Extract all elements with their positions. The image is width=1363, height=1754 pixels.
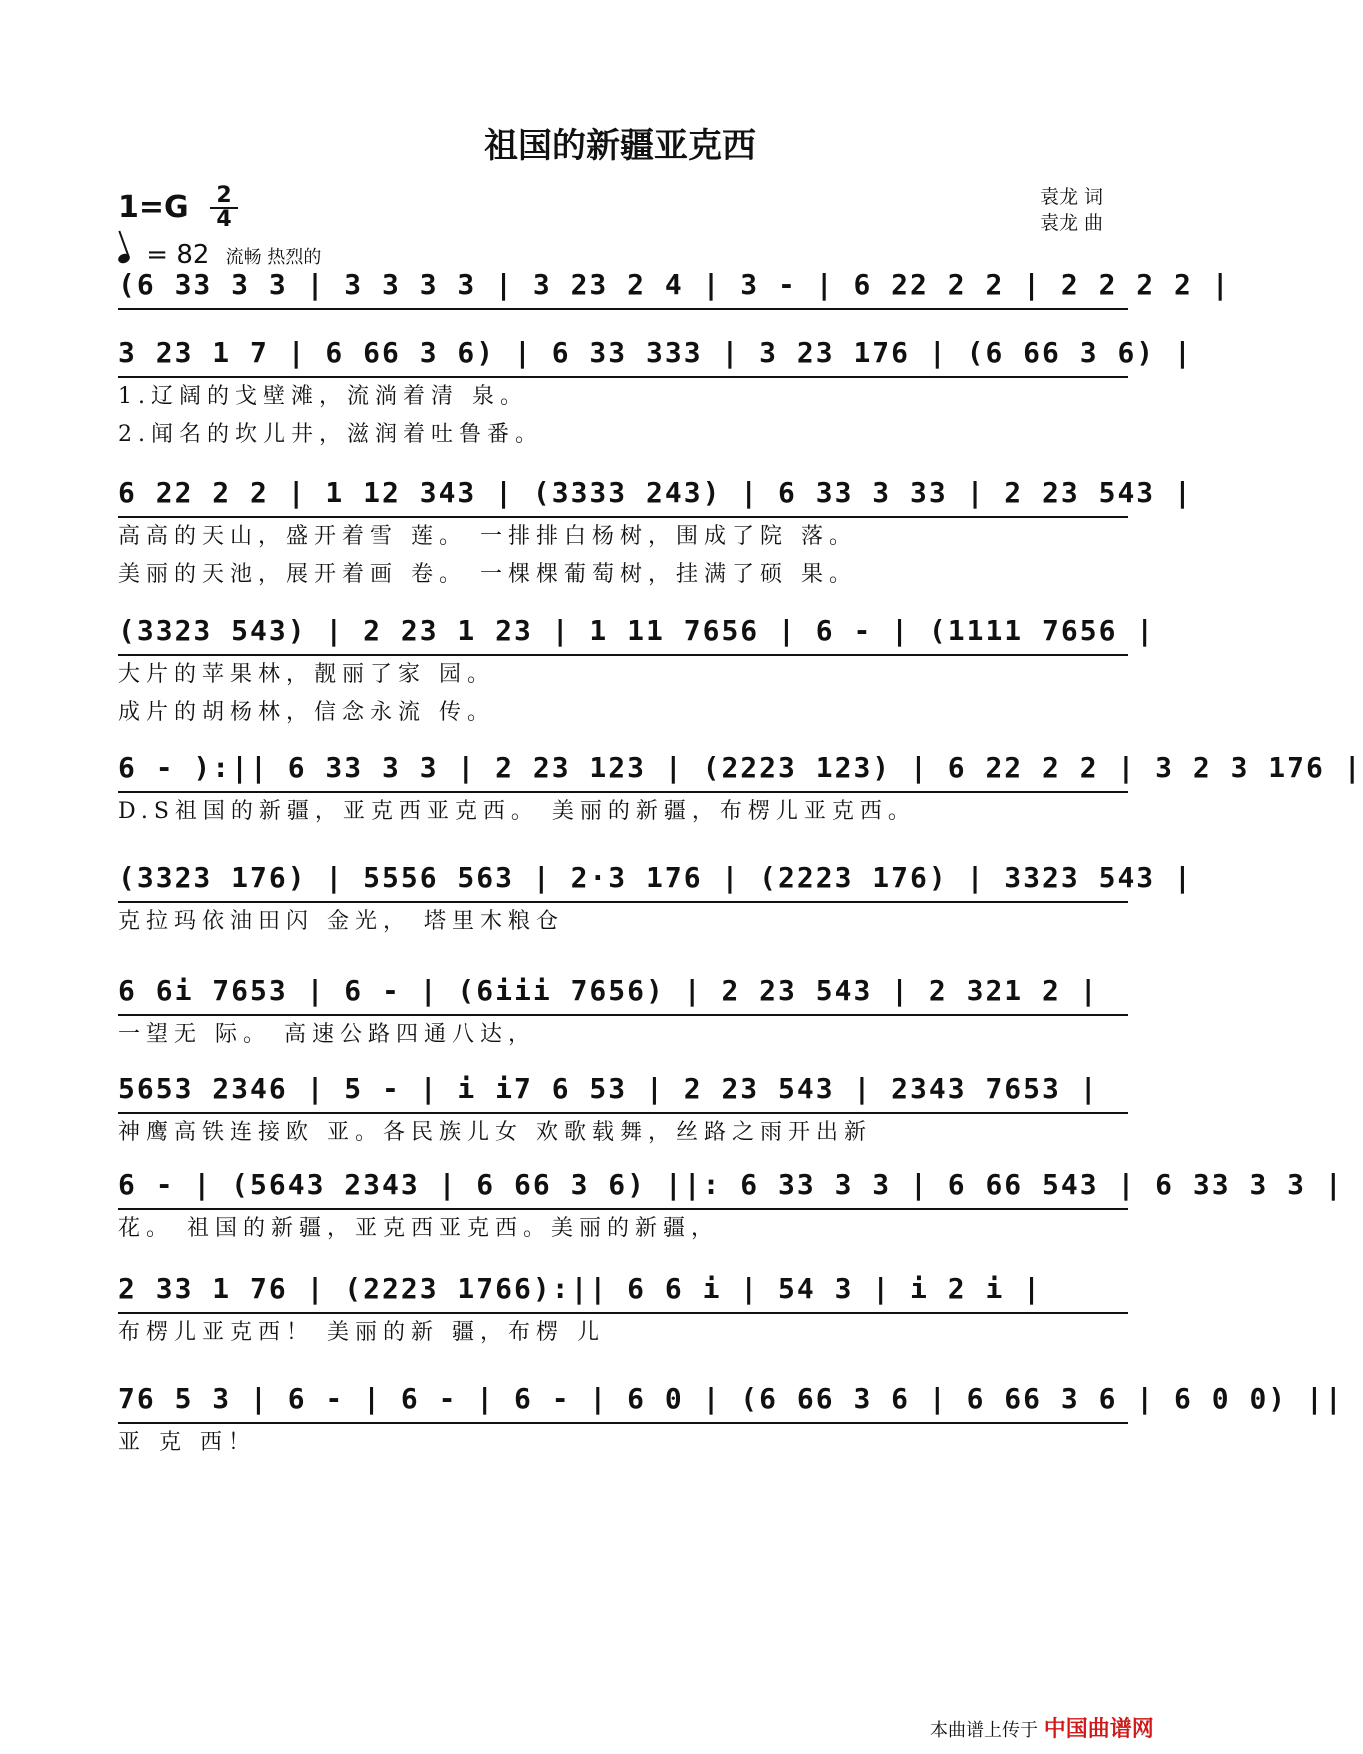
key-signature: 1=G: [118, 190, 189, 225]
notation-line: 5653 2346 | 5 - | i i7 6 53 | 2 23 543 | 2343 7653 |: [118, 1066, 1128, 1114]
lyricist: 袁龙 词: [1040, 186, 1104, 208]
notation-line: 76 5 3 | 6 - | 6 - | 6 - | 6 0 | (6 66 3 6 | 6 66 3 6 | 6 0 0) ||: [118, 1376, 1128, 1424]
score-system: [118, 608, 1156, 732]
notation-line: (3323 543) | 2 23 1 23 | 1 11 7656 | 6 - | (1111 7656 |: [118, 608, 1128, 656]
composer: 袁龙 曲: [1040, 212, 1104, 234]
score-system: [118, 1162, 1344, 1248]
tempo-mood: 流畅 热烈的: [225, 247, 322, 268]
notation-line: 6 - ):|| 6 33 3 3 | 2 23 123 | (2223 123) | 6 22 2 2 | 3 2 3 176 |: [118, 745, 1128, 793]
tempo-value: = 82: [146, 240, 210, 270]
score-system: [118, 330, 1193, 454]
page-title: 祖国的新疆亚克西: [484, 126, 756, 166]
notation-line: 2 33 1 76 | (2223 1766):|| 6 6 i | 54 3 | i 2 i |: [118, 1266, 1128, 1314]
lyric-line: 成片的胡杨林，信念永流 传。: [118, 700, 495, 725]
credits: [1040, 184, 1180, 236]
lyric-line: 大片的苹果林，靓丽了家 园。: [118, 662, 495, 687]
score-system: [118, 745, 1363, 831]
lyric-line: 花。 祖国的新疆，亚克西亚克西。美丽的新疆，: [118, 1216, 719, 1241]
lyric-line: 2.闻名的坎儿井，滋润着吐鲁番。: [118, 422, 543, 447]
footer-text: 本曲谱上传于: [930, 1720, 1038, 1741]
lyric-line: 高高的天山，盛开着雪 莲。 一排排白杨树，围成了院 落。: [118, 524, 857, 549]
lyric-line: 美丽的天池，展开着画 卷。 一棵棵葡萄树，挂满了硕 果。: [118, 562, 857, 587]
score-system: [118, 855, 1193, 941]
lyric-line: 克拉玛依油田闪 金光， 塔里木粮仓: [118, 909, 564, 934]
notation-line: 6 - | (5643 2343 | 6 66 3 6) ||: 6 33 3 3 | 6 66 543 | 6 33 3 3 |: [118, 1162, 1128, 1210]
lyric-line: 1.辽阔的戈壁滩，流淌着清 泉。: [118, 384, 528, 409]
score-system: [118, 1266, 1128, 1352]
lyric-line: D.S祖国的新疆，亚克西亚克西。 美丽的新疆，布楞儿亚克西。: [118, 799, 916, 824]
notation-line: (6 33 3 3 | 3 3 3 3 | 3 23 2 4 | 3 - | 6 22 2 2 | 2 2 2 2 |: [118, 262, 1128, 310]
lyric-line: 一望无 际。 高速公路四通八达，: [118, 1022, 536, 1047]
notation-line: 3 23 1 7 | 6 66 3 6) | 6 33 333 | 3 23 176 | (6 66 3 6) |: [118, 330, 1128, 378]
time-bottom: 4: [216, 207, 232, 232]
lyric-line: 神鹰高铁连接欧 亚。各民族儿女 欢歌载舞，丝路之雨开出新: [118, 1120, 872, 1145]
score-system: [118, 1376, 1344, 1462]
time-top: 2: [216, 183, 232, 208]
footer: [930, 1712, 1220, 1743]
score-system: [118, 262, 1231, 310]
lyric-line: 布楞儿亚克西！ 美丽的新 疆，布楞 儿: [118, 1320, 605, 1345]
footer-brand: 中国曲谱网: [1043, 1717, 1154, 1742]
score-system: [118, 968, 1128, 1054]
time-signature: [210, 183, 238, 232]
notation-line: (3323 176) | 5556 563 | 2·3 176 | (2223 176) | 3323 543 |: [118, 855, 1128, 903]
lyric-line: 亚 克 西！: [118, 1430, 256, 1455]
score-system: [118, 470, 1193, 594]
notation-line: 6 6i 7653 | 6 - | (6iii 7656) | 2 23 543 | 2 321 2 |: [118, 968, 1128, 1016]
notation-line: 6 22 2 2 | 1 12 343 | (3333 243) | 6 33 3 33 | 2 23 543 |: [118, 470, 1128, 518]
score-system: [118, 1066, 1128, 1152]
